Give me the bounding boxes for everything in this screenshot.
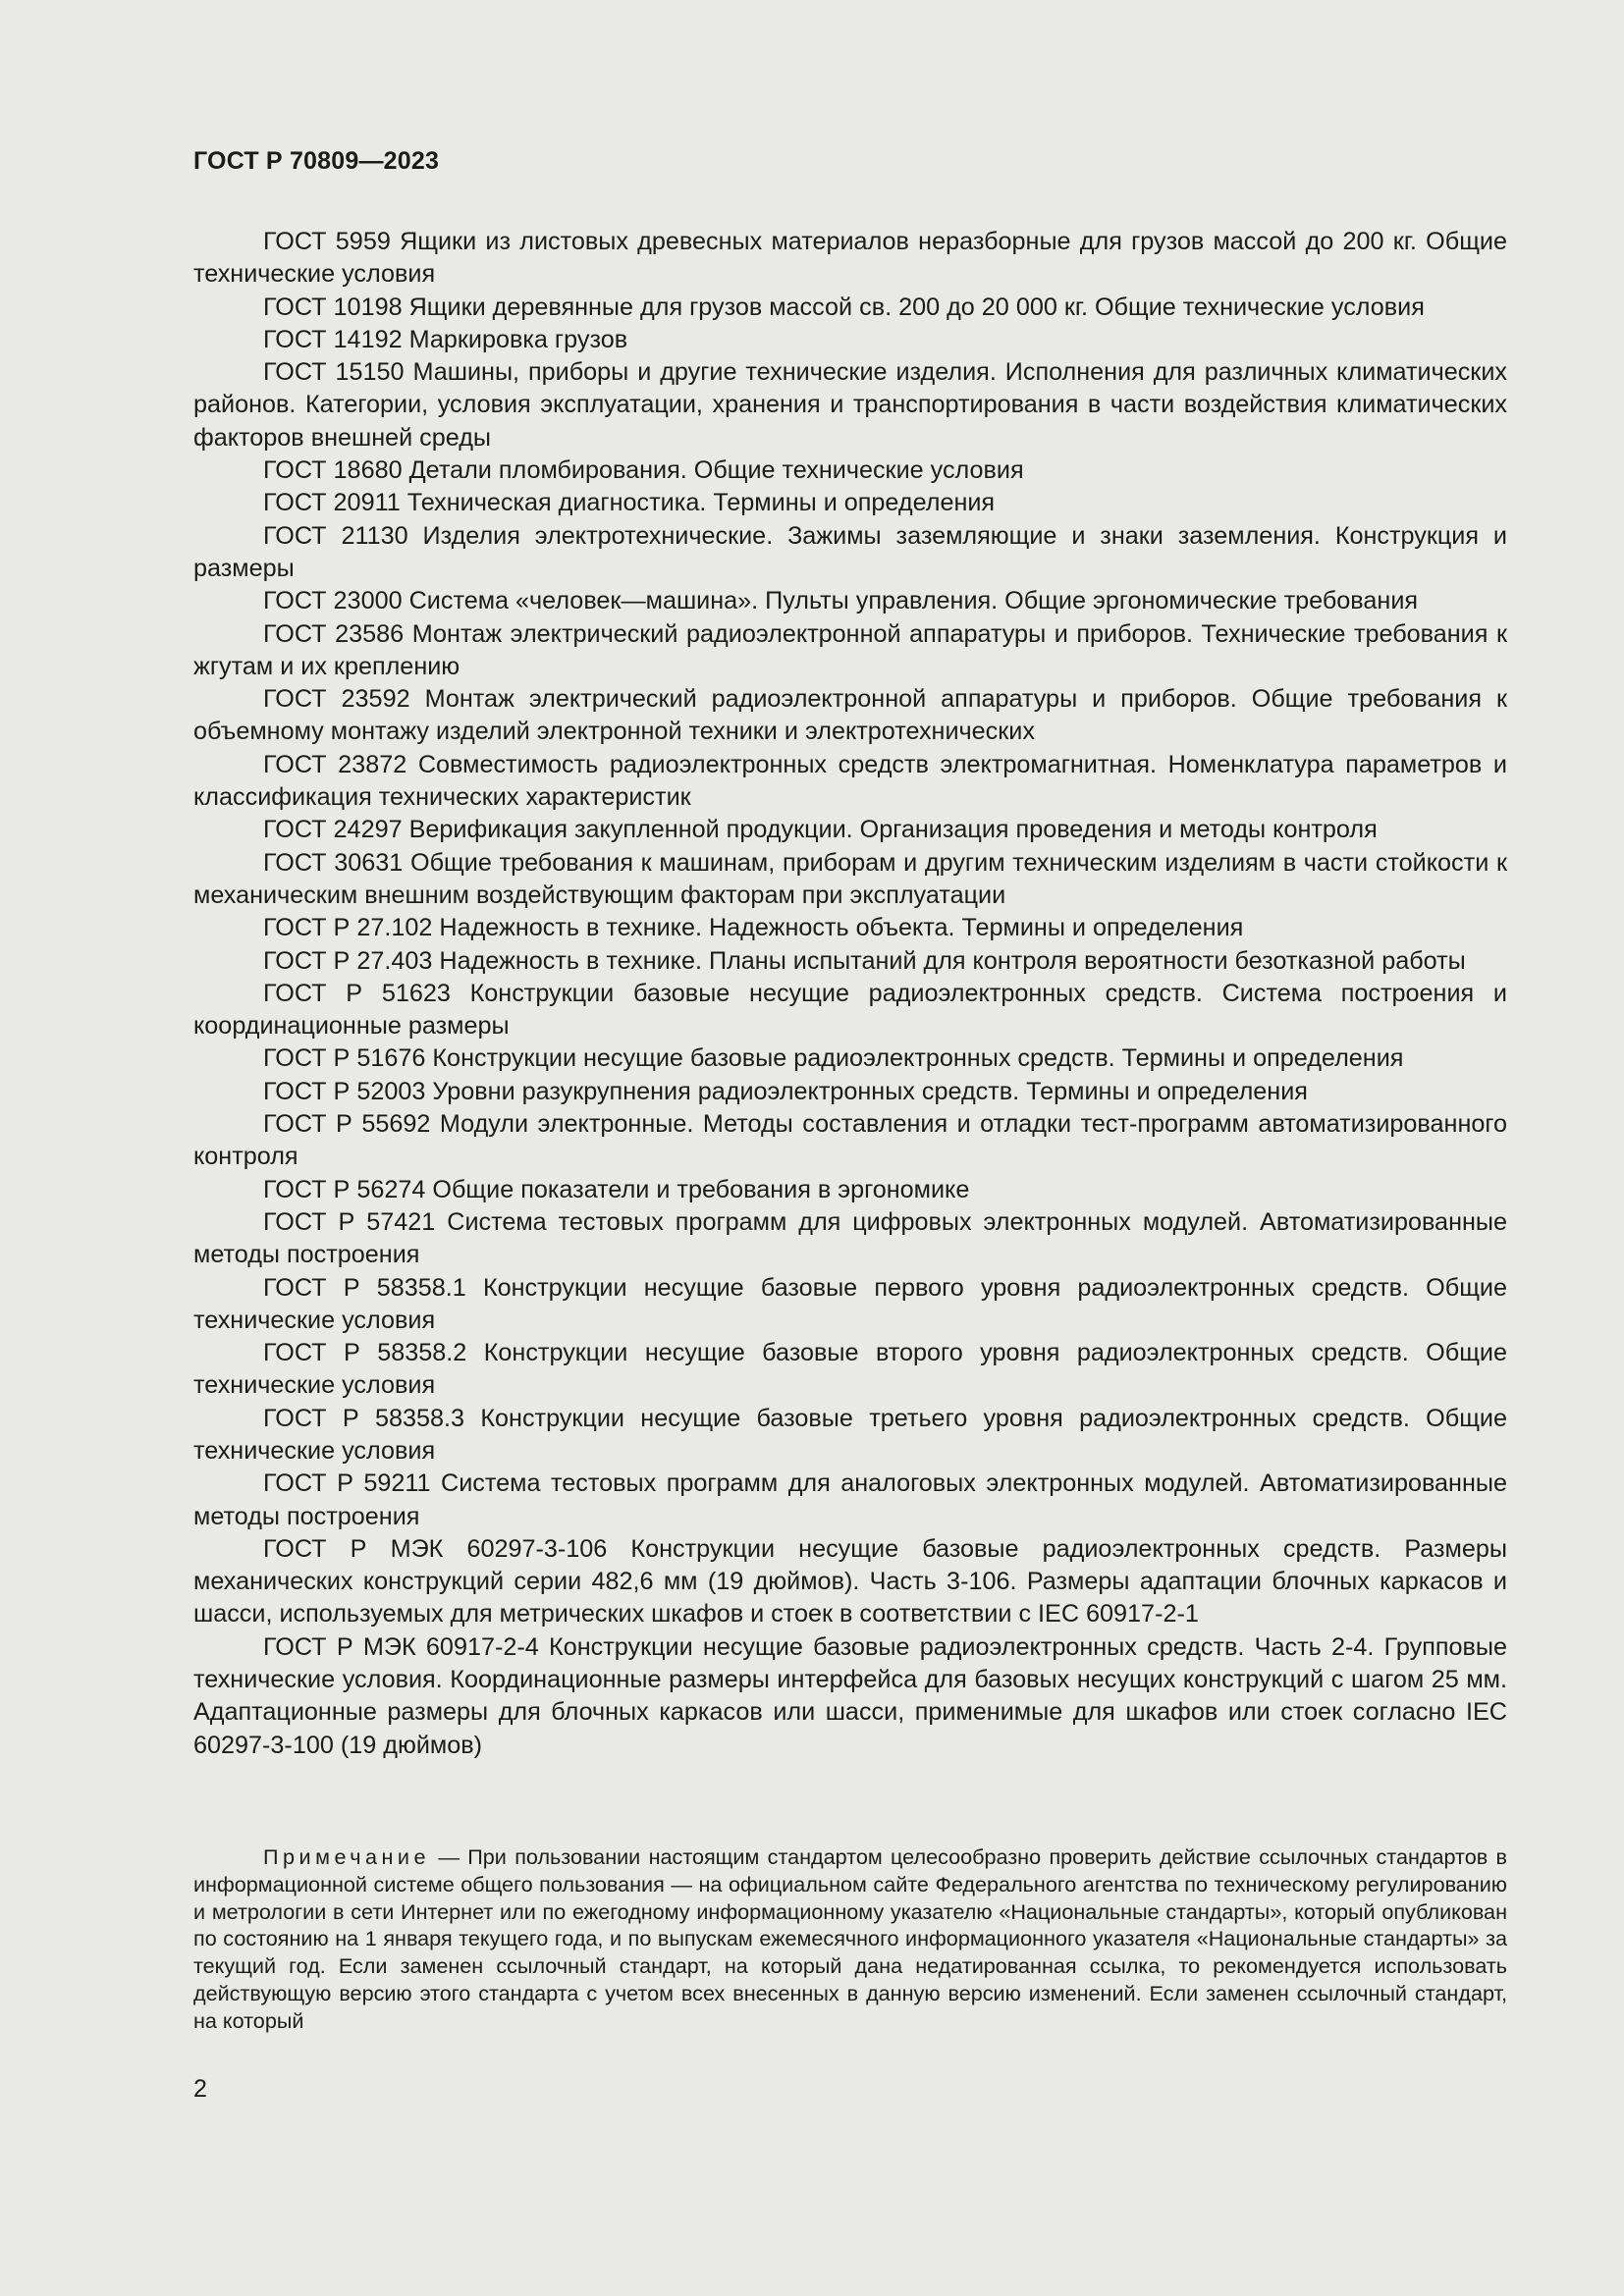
reference-item: ГОСТ 21130 Изделия электротехнические. Зажимы заземляющие и знаки заземления. Конструкция и размеры xyxy=(193,521,1507,582)
reference-item: ГОСТ 23592 Монтаж электрический радиоэлектронной аппаратуры и приборов. Общие требования к объемному монтажу изделий электронной техники и электротехнических xyxy=(193,685,1507,746)
document-code-header: ГОСТ Р 70809—2023 xyxy=(193,147,440,175)
reference-item: ГОСТ 24297 Верификация закупленной продукции. Организация проведения и методы контроля xyxy=(263,816,1378,844)
reference-item: ГОСТ 23000 Система «человек—машина». Пульты управления. Общие эргономические требования xyxy=(263,587,1419,615)
normative-references-list xyxy=(193,226,1507,1762)
reference-item: ГОСТ 10198 Ящики деревянные для грузов массой св. 200 до 20 000 кг. Общие технические условия xyxy=(263,293,1425,321)
reference-item: ГОСТ 18680 Детали пломбирования. Общие технические условия xyxy=(263,456,1024,485)
reference-item: ГОСТ Р 51623 Конструкции базовые несущие радиоэлектронных средств. Система построения и координационные размеры xyxy=(193,979,1507,1041)
reference-item: ГОСТ Р 59211 Система тестовых программ для аналоговых электронных модулей. Автоматизированные методы построения xyxy=(193,1469,1507,1530)
note-paragraph xyxy=(193,1843,1507,2035)
reference-item: ГОСТ Р 57421 Система тестовых программ для цифровых электронных модулей. Автоматизированные методы построения xyxy=(193,1207,1507,1269)
reference-item: ГОСТ Р 52003 Уровни разукрупнения радиоэлектронных средств. Термины и определения xyxy=(263,1077,1308,1105)
reference-item: ГОСТ Р 56274 Общие показатели и требования в эргономике xyxy=(263,1175,970,1203)
reference-item: ГОСТ 23872 Совместимость радиоэлектронных средств электромагнитная. Номенклатура параметров и классификация технических характеристик xyxy=(193,750,1507,812)
reference-item: ГОСТ Р 58358.2 Конструкции несущие базовые второго уровня радиоэлектронных средств. Общие технические условия xyxy=(193,1339,1507,1400)
reference-item: ГОСТ 20911 Техническая диагностика. Термины и определения xyxy=(263,489,996,517)
page-number: 2 xyxy=(193,2075,207,2103)
reference-item: ГОСТ 15150 Машины, приборы и другие технические изделия. Исполнения для различных климатических районов. Категории, условия эксплуатации, хранения и транспортирования в части воздействия климатических факторов внешней среды xyxy=(193,358,1507,452)
reference-item: ГОСТ Р 51676 Конструкции несущие базовые радиоэлектронных средств. Термины и определения xyxy=(263,1044,1404,1073)
reference-item: ГОСТ 5959 Ящики из листовых древесных материалов неразборные для грузов массой до 200 кг. Общие технические условия xyxy=(193,228,1507,289)
reference-item: ГОСТ Р 27.102 Надежность в технике. Надежность объекта. Термины и определения xyxy=(263,914,1244,942)
reference-item: ГОСТ 14192 Маркировка грузов xyxy=(263,325,628,353)
reference-item: ГОСТ 30631 Общие требования к машинам, приборам и другим техническим изделиям в части стойкости к механическим внешним воздействующим факторам при эксплуатации xyxy=(193,848,1507,909)
note-text: — При пользовании настоящим стандартом целесообразно проверить действие ссылочных стандартов в информационной системе общего пользования — на официальном сайте Федерального агентства по техническому регулированию и метрологии в сети Интернет или по ежегодному информационному указателю «Национальные стандарты», который опубликован по состоянию на 1 января текущего года, и по выпускам ежемесячного информационного указателя «Национальные стандарты» за текущий год. Если заменен ссылочный стандарт, на который дана недатированная ссылка, то рекомендуется использовать действующую версию этого стандарта с учетом всех внесенных в данную версию изменений. Если заменен ссылочный стандарт, на который xyxy=(193,1844,1507,2033)
reference-item: ГОСТ Р 58358.3 Конструкции несущие базовые третьего уровня радиоэлектронных средств. Общие технические условия xyxy=(193,1404,1507,1465)
note-label: Примечание xyxy=(263,1844,430,1869)
reference-item: ГОСТ 23586 Монтаж электрический радиоэлектронной аппаратуры и приборов. Технические требования к жгутам и их креплению xyxy=(193,619,1507,680)
reference-item: ГОСТ Р МЭК 60297-3-106 Конструкции несущие базовые радиоэлектронных средств. Размеры механических конструкций серии 482,6 мм (19 дюймов). Часть 3-106. Размеры адаптации блочных каркасов и шасси, используемых для метрических шкафов и стоек в соответствии с IEC 60917-2-1 xyxy=(193,1534,1507,1629)
reference-item: ГОСТ Р 27.403 Надежность в технике. Планы испытаний для контроля вероятности безотказной работы xyxy=(263,946,1466,975)
reference-item: ГОСТ Р МЭК 60917-2-4 Конструкции несущие базовые радиоэлектронных средств. Часть 2-4. Групповые технические условия. Координационные размеры интерфейса для базовых несущих конструкций с шагом 25 мм. Адаптационные размеры для блочных каркасов или шасси, применимые для шкафов или стоек согласно IEC 60297-3-100 (19 дюймов) xyxy=(193,1632,1507,1759)
reference-item: ГОСТ Р 58358.1 Конструкции несущие базовые первого уровня радиоэлектронных средств. Общие технические условия xyxy=(193,1273,1507,1334)
reference-item: ГОСТ Р 55692 Модули электронные. Методы составления и отладки тест-программ автоматизированного контроля xyxy=(193,1110,1507,1171)
